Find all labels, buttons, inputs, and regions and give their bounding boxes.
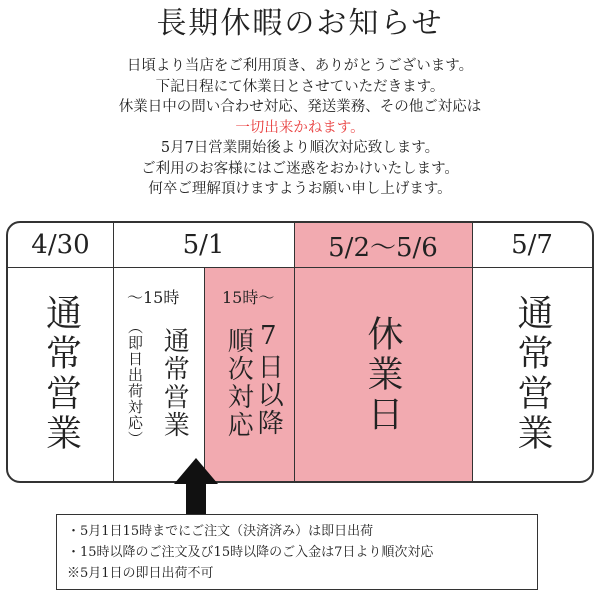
intro-line: 何卒ご理解頂けますようお願い申し上げます。	[148, 181, 452, 197]
note-line: ・5月1日15時までにご注文（決済済み）は即日出荷	[67, 524, 374, 539]
status-after7: 7日以降	[253, 321, 284, 437]
status-open: 通常営業	[512, 294, 553, 454]
intro-line: 下記日程にて休業日とさせていただきます。	[155, 78, 445, 95]
cell-0507	[472, 267, 592, 481]
intro-line: ご利用のお客様にはご迷惑をおかけいたします。	[141, 160, 459, 177]
note-line: ・15時以降のご注文及び15時以降のご入金は7日より順次対応	[67, 545, 434, 560]
intro-warning: 一切出来かねます。	[235, 119, 365, 136]
schedule-table	[6, 221, 594, 483]
page-title: 長期休暇のお知らせ	[156, 6, 444, 41]
intro-line: 休業日中の問い合わせ対応、発送業務、その他ご対応は	[118, 99, 482, 115]
intro-line: 日頃より当店をご利用頂き、ありがとうございます。	[126, 58, 474, 74]
header-0430: 4/30	[31, 230, 90, 260]
status-sequential: 順次対応	[223, 327, 254, 439]
header-0502-0506: 5/2～5/6	[328, 232, 438, 263]
status-open: 通常営業	[159, 327, 190, 439]
time-after15: 15時～	[222, 288, 275, 307]
cell-closed	[294, 267, 472, 481]
cell-0430	[8, 267, 113, 481]
same-day-note: （即日出荷対応）	[126, 319, 144, 447]
notes-box	[56, 514, 538, 590]
status-open: 通常営業	[40, 294, 82, 454]
cell-0501-after15	[204, 267, 294, 481]
intro-text	[0, 56, 600, 200]
note-line: ※5月1日の即日出荷不可	[67, 566, 214, 581]
intro-line: 5月7日営業開始後より順次対応致します。	[160, 140, 440, 156]
time-before15: ～15時	[127, 288, 180, 307]
status-closed: 休業日	[362, 315, 403, 435]
cell-0501-before15	[113, 267, 204, 481]
header-0501: 5/1	[182, 230, 225, 260]
arrow-up-icon	[174, 458, 218, 518]
header-0507: 5/7	[511, 230, 553, 260]
